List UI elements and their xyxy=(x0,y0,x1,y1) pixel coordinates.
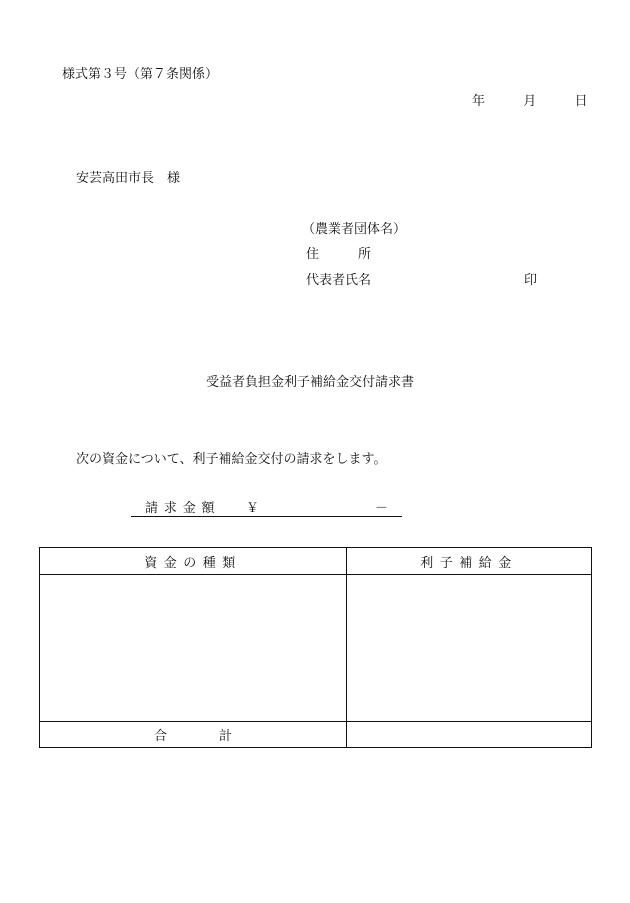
addressee: 安芸高田市長 様 xyxy=(76,171,181,186)
representative-label: 代表者氏名 xyxy=(306,273,372,288)
date-day-label: 日 xyxy=(574,94,588,109)
table-header-row xyxy=(40,548,592,575)
interest-subsidy-cell[interactable] xyxy=(347,575,592,722)
yen-sign: ￥ xyxy=(246,501,260,516)
subsidy-table xyxy=(39,547,592,748)
fund-type-cell[interactable] xyxy=(40,575,347,722)
date-line xyxy=(472,95,588,108)
total-value-cell[interactable] xyxy=(347,722,592,748)
document-title: 受益者負担金利子補給金交付請求書 xyxy=(206,375,415,390)
address-label: 住 所 xyxy=(306,247,372,262)
seal-mark: 印 xyxy=(524,273,538,288)
header-interest-subsidy: 利子補給金 xyxy=(347,548,592,575)
table-row xyxy=(40,575,592,722)
request-statement: 次の資金について、利子補給金交付の請求をします。 xyxy=(76,452,387,467)
date-month-label: 月 xyxy=(523,94,537,109)
header-fund-type: 資金の種類 xyxy=(40,548,347,575)
table-total-row xyxy=(40,722,592,748)
amount-suffix: － xyxy=(375,501,389,516)
amount-label: 請求金額 xyxy=(145,501,221,516)
organization-label: （農業者団体名） xyxy=(302,222,407,237)
total-label: 合 計 xyxy=(40,722,347,748)
form-number: 様式第３号（第７条関係） xyxy=(62,67,219,82)
date-year-label: 年 xyxy=(472,94,486,109)
